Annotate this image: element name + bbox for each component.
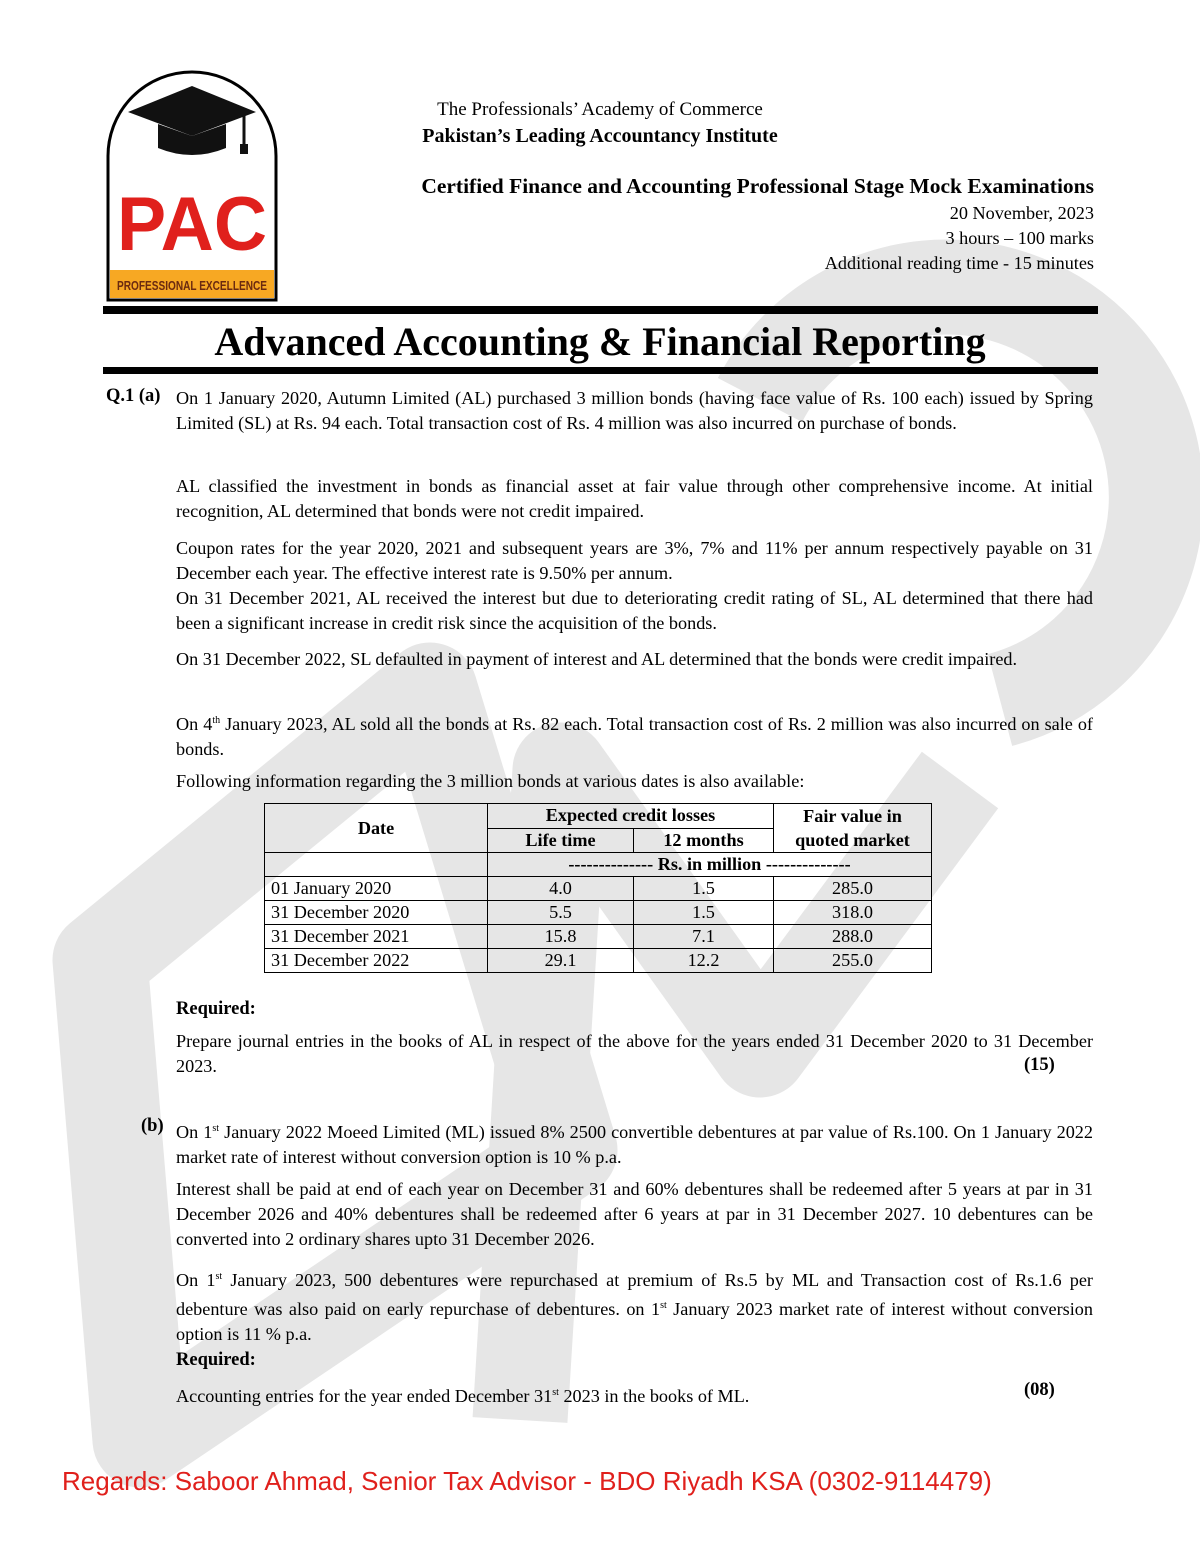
title-rule <box>103 367 1098 374</box>
academy-name: The Professionals’ Academy of Commerce <box>437 99 763 120</box>
header-12-months: 12 months <box>634 828 774 853</box>
institute-tagline: Pakistan’s Leading Accountancy Institute <box>422 125 778 147</box>
logo-text: PAC <box>117 182 267 267</box>
header-date: Date <box>265 804 488 853</box>
q1a-paragraph-2: AL classified the investment in bonds as financial asset at fair value through other comprehensive income. At initial recognition, AL determined that bonds were not credit impaired. <box>176 476 1093 521</box>
question-b-label: (b) <box>141 1116 164 1136</box>
q1a-paragraph-6: On 4th January 2023, AL sold all the bonds at Rs. 82 each. Total transaction cost of Rs. 2 million was also incurred on sale of bonds. <box>176 714 1093 760</box>
paper-title: Advanced Accounting & Financial Reporting <box>214 319 986 364</box>
q1a-required-label: Required: <box>176 999 256 1019</box>
bond-info-table <box>264 803 932 973</box>
units-row: -------------- Rs. in million -------------- <box>488 853 932 877</box>
header-lifetime: Life time <box>488 828 634 853</box>
exam-name: Certified Finance and Accounting Professional Stage Mock Examinations <box>421 174 1094 198</box>
q1a-marks: (15) <box>1024 1055 1055 1075</box>
q1b-paragraph-3: On 1st January 2023, 500 debentures were repurchased at premium of Rs.5 by ML and Transaction cost of Rs.1.6 per debenture was also paid on early repurchase of debentures. on 1st January 2023 market rate of interest without conversion option is 11 % p.a. <box>176 1270 1093 1345</box>
table-row: 01 January 2020 4.0 1.5 285.0 <box>265 877 932 901</box>
question-label: Q.1 (a) <box>106 386 161 406</box>
logo-tagline: PROFESSIONAL EXCELLENCE <box>117 278 268 293</box>
q1a-paragraph-7: Following information regarding the 3 million bonds at various dates is also available: <box>176 771 805 791</box>
q1a-paragraph-3: Coupon rates for the year 2020, 2021 and subsequent years are 3%, 7% and 11% per annum respectively payable on 31 December each year. The effective interest rate is 9.50% per annum. <box>176 538 1093 583</box>
footer-regards: Regards: Saboor Ahmad, Senior Tax Advisor - BDO Riyadh KSA (0302-9114479) <box>62 1466 992 1496</box>
q1b-paragraph-2: Interest shall be paid at end of each year on December 31 and 60% debentures shall be redeemed after 5 years at par in 31 December 2026 and 40% debentures shall be redeemed after 6 years at par in 31 December 2027. 10 debentures can be converted into 2 ordinary shares upto 31 December 2026. <box>176 1179 1093 1249</box>
header-ecl: Expected credit losses <box>488 804 774 829</box>
q1b-paragraph-1: On 1st January 2022 Moeed Limited (ML) issued 8% 2500 convertible debentures at par value of Rs.100. On 1 January 2022 market rate of interest without conversion option is 10 % p.a. <box>176 1122 1093 1168</box>
q1a-paragraph-5: On 31 December 2022, SL defaulted in payment of interest and AL determined that the bonds were credit impaired. <box>176 649 1018 669</box>
q1a-paragraph-1: On 1 January 2020, Autumn Limited (AL) purchased 3 million bonds (having face value of Rs. 100 each) issued by Spring Limited (SL) at Rs. 94 each. Total transaction cost of Rs. 4 million was also incurred on purchase of bonds. <box>176 388 1093 433</box>
header-fair-value: Fair value in quoted market <box>774 804 932 853</box>
q1b-required-text: Accounting entries for the year ended December 31st 2023 in the books of ML. <box>176 1386 750 1407</box>
table-row: 31 December 2020 5.5 1.5 318.0 <box>265 901 932 925</box>
q1a-paragraph-4: On 31 December 2021, AL received the interest but due to deteriorating credit rating of SL, AL determined that there had been a significant increase in credit risk since the acquisition of the bonds. <box>176 588 1093 633</box>
table-row: 31 December 2021 15.8 7.1 288.0 <box>265 925 932 949</box>
q1b-required-label: Required: <box>176 1350 256 1370</box>
q1b-marks: (08) <box>1024 1380 1055 1400</box>
top-rule <box>103 306 1098 314</box>
reading-time: Additional reading time - 15 minutes <box>824 253 1094 273</box>
q1a-required-text: Prepare journal entries in the books of AL in respect of the above for the years ended 31 December 2020 to 31 December 2023. <box>176 1031 1093 1076</box>
exam-duration: 3 hours – 100 marks <box>945 228 1094 248</box>
table-row: 31 December 2022 29.1 12.2 255.0 <box>265 949 932 973</box>
exam-date: 20 November, 2023 <box>949 203 1094 223</box>
